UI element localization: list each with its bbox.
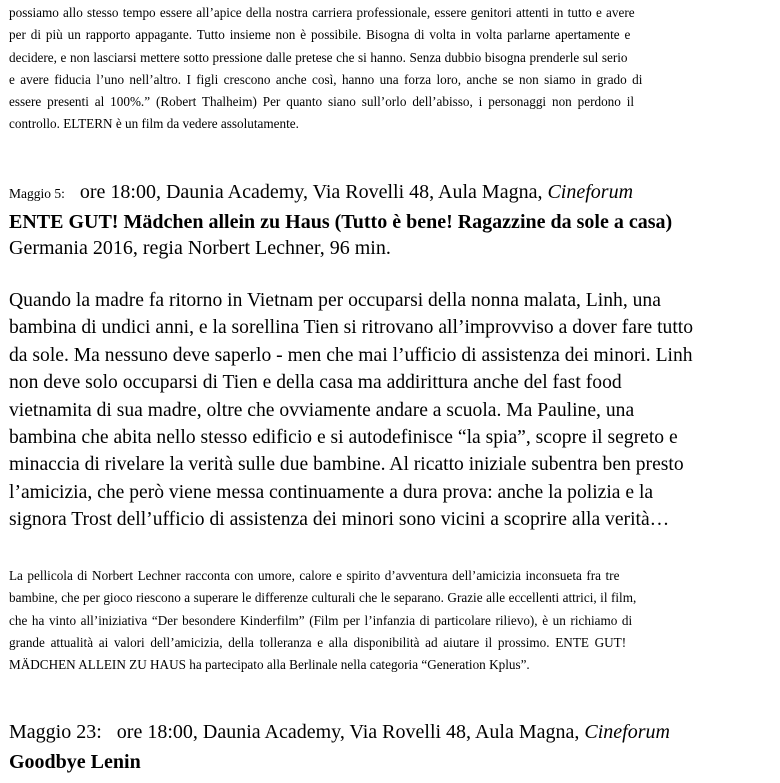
event-date: Maggio 5: [9, 186, 65, 201]
review-line: bambine, che per gioco riescono a superare le differenze culturali che le separano. Grazie alle eccellenti attrici, il film, [9, 590, 637, 606]
event-date: Maggio 23: [9, 721, 102, 743]
synopsis-line: da sole. Ma nessuno deve saperlo - men che mai l’ufficio di assistenza dei minori. Linh [9, 344, 693, 366]
film-synopsis [9, 287, 749, 534]
synopsis-line: Quando la madre fa ritorno in Vietnam per occuparsi della nonna malata, Linh, una [9, 290, 661, 311]
event-series: Cineforum [547, 181, 634, 203]
event-schedule-line [9, 180, 779, 206]
intro-line: controllo. ELTERN è un film da vedere assolutamente. [9, 116, 299, 132]
synopsis-line: bambina che abita nello stesso edificio e si autodefinisce “la spia”, scopre il segreto e [9, 427, 678, 449]
synopsis-line: l’amicizia, che però viene messa continuamente a dura prova: anche la polizia e la [9, 481, 654, 503]
intro-line: per di più un rapporto appagante. Tutto insieme non è possibile. Bisogna di volta in volta parlarne apertamente e [9, 27, 631, 43]
synopsis-line: signora Trost dell’ufficio di assistenza dei minori sono vicini a scoprire alla verità… [9, 509, 670, 531]
synopsis-line: non deve solo occuparsi di Tien e della casa ma addirittura anche del fast food [9, 372, 622, 394]
intro-line: essere presenti al 100%.” (Robert Thalheim) Per quanto siano sull’orlo dell’abisso, i personaggi non perdono il [9, 94, 635, 110]
synopsis-line: minaccia di rivelare la verità sulle due bambine. Al ricatto iniziale subentra ben presto [9, 454, 684, 476]
review-line: MÄDCHEN ALLEIN ZU HAUS ha partecipato alla Berlinale nella categoria “Generation Kplus”. [9, 657, 530, 673]
synopsis-line: bambina di undici anni, e la sorellina Tien si ritrovano all’improvviso a dover fare tutto [9, 317, 694, 339]
review-line: grande attualità ai valori dell’amicizia, della tolleranza e alla disponibilità ad aiutare il prossimo. ENTE GUT! [9, 634, 627, 650]
event-schedule-line [9, 720, 779, 744]
intro-line: decidere, e non lasciarsi mettere sotto pressione dalle pretese che si hanno. Senza dubbio bisogna prenderle sul serio [9, 49, 628, 65]
film-title: Goodbye Lenin [9, 751, 141, 773]
intro-line: possiamo allo stesso tempo essere all’apice della nostra carriera professionale, essere genitori attenti in tutto e avere [9, 5, 635, 20]
event-details: ore 18:00, Daunia Academy, Via Rovelli 48, Aula Magna, [116, 721, 580, 743]
film-title: ENTE GUT! Mädchen allein zu Haus (Tutto è bene! Ragazzine da sole a casa) [9, 211, 673, 233]
film-credits: Germania 2016, regia Norbert Lechner, 96 min. [9, 237, 391, 259]
review-line: che ha vinto all’iniziativa “Der besondere Kinderfilm” (Film per l’infanzia di particolare rilievo), è un richiamo di [9, 612, 633, 628]
synopsis-line: vietnamita di sua madre, oltre che ovviamente andare a scuola. Ma Pauline, una [9, 399, 635, 421]
event-series: Cineforum [584, 721, 670, 743]
intro-paragraph [9, 2, 771, 136]
intro-line: e avere fiducia l’uno nell’altro. I figli crescono anche così, hanno una forza loro, anche se non siamo in grado di [9, 71, 643, 87]
event-details: ore 18:00, Daunia Academy, Via Rovelli 48, Aula Magna, [79, 181, 543, 203]
film-review [9, 565, 771, 676]
review-line: La pellicola di Norbert Lechner racconta con umore, calore e spirito d’avventura dell’amicizia inconsueta fra tre [9, 568, 620, 583]
